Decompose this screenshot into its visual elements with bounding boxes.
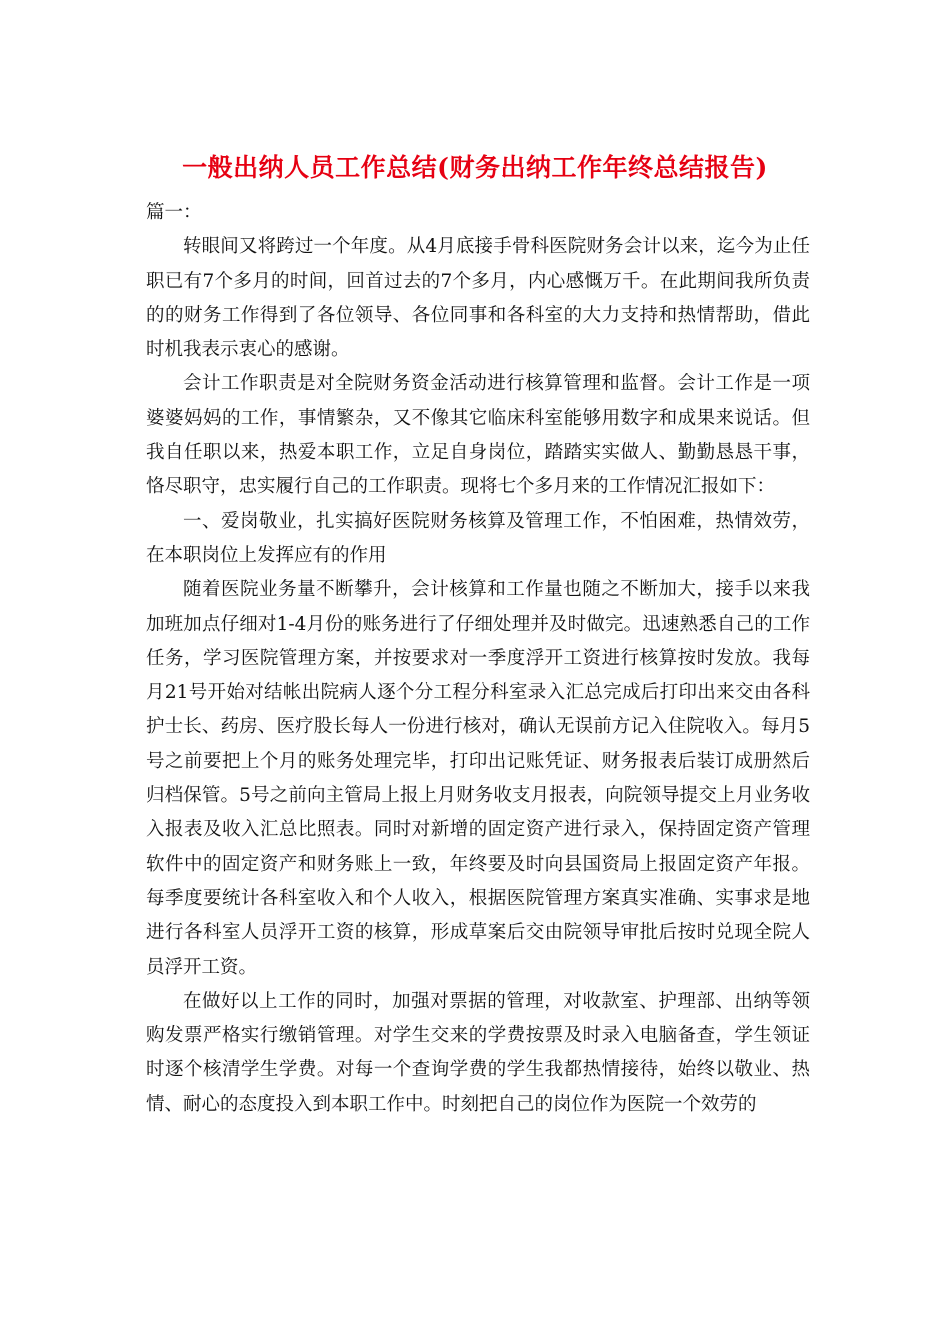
paragraph-accounting-work: 随着医院业务量不断攀升，会计核算和工作量也随之不断加大，接手以来我加班加点仔细对1-4月份的账务进行了仔细处理并及时做完。迅速熟悉自己的工作任务，学习医院管理方案，并按要求对一季度浮开工资进行核算按时发放。我每月21号开始对结帐出院病人逐个分工程分科室录入汇总完成后打印出来交由各科护士长、药房、医疗股长每人一份进行核对，确认无误前方记入住院收入。每月5号之前要把上个月的账务处理完毕，打印出记账凭证、财务报表后装订成册然后归档保管。5号之前向主管局上报上月财务收支月报表，向院领导提交上月业务收入报表及收入汇总比照表。同时对新增的固定资产进行录入，保持固定资产管理软件中的固定资产和财务账上一致，年终要及时向县国资局上报固定资产年报。每季度要统计各科室收入和个人收入，根据医院管理方案真实准确、实事求是地进行各科室人员浮开工资的核算，形成草案后交由院领导审批后按时兑现全院人员浮开工资。: [146, 579, 810, 978]
document-title: 一般出纳人员工作总结(财务出纳工作年终总结报告): [182, 153, 768, 182]
section-label: 篇一：: [146, 202, 202, 223]
paragraph-duties: 会计工作职责是对全院财务资金活动进行核算管理和监督。会计工作是一项婆婆妈妈的工作，事情繁杂，又不像其它临床科室能够用数字和成果来说话。但我自任职以来，热爱本职工作，立足自身岗位，踏踏实实做人、勤勤恳恳干事，恪尽职守，忠实履行自己的工作职责。现将七个多月来的工作情况汇报如下：: [146, 373, 810, 498]
document-body: [146, 196, 810, 1122]
paragraph-intro: 转眼间又将跨过一个年度。从4月底接手骨科医院财务会计以来，迄今为止任职已有7个多月的时间，回首过去的7个多月，内心感慨万千。在此期间我所负责的的财务工作得到了各位领导、各位同事和各科室的大力支持和热情帮助，借此时机我表示衷心的感谢。: [146, 236, 810, 361]
paragraph-invoice-management: 在做好以上工作的同时，加强对票据的管理，对收款室、护理部、出纳等领购发票严格实行缴销管理。对学生交来的学费按票及时录入电脑备查，学生领证时逐个核清学生学费。对每一个查询学费的学生我都热情接待，始终以敬业、热情、耐心的态度投入到本职工作中。时刻把自己的岗位作为医院一个效劳的: [146, 990, 810, 1115]
paragraph-heading-one: 一、爱岗敬业，扎实搞好医院财务核算及管理工作，不怕困难，热情效劳，在本职岗位上发挥应有的作用: [146, 510, 810, 566]
